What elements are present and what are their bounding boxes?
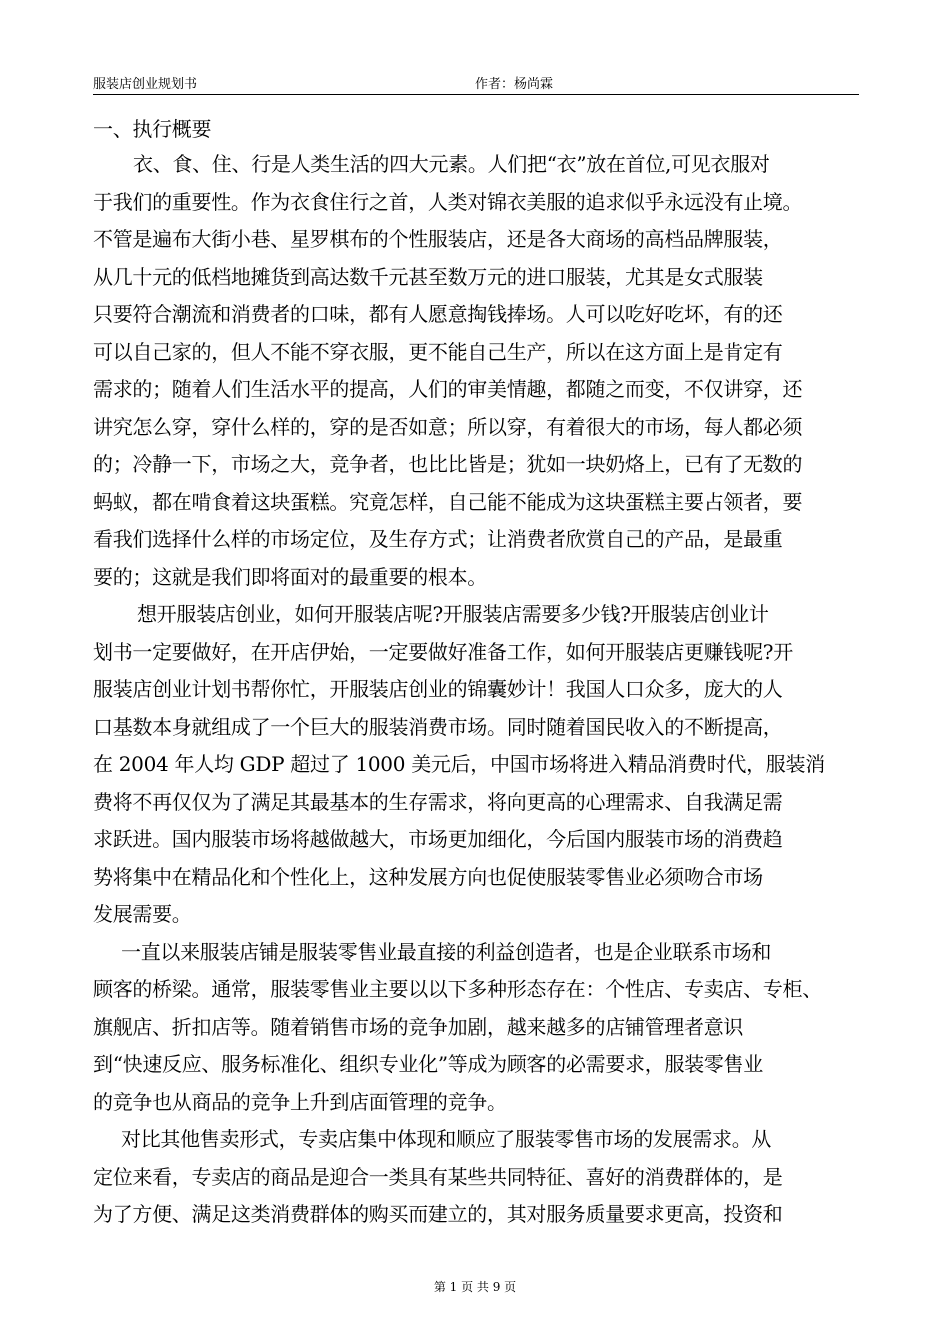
paragraph-line: 在 2004 年人均 GDP 超过了 1000 美元后，中国市场将进入精品消费时代，服装消 <box>93 752 825 776</box>
paragraph-line: 想开服装店创业，如何开服装店呢?开服装店需要多少钱?开服装店创业计 <box>137 602 769 626</box>
paragraph-line: 一直以来服装店铺是服装零售业最直接的利益创造者，也是企业联系市场和 <box>121 939 772 964</box>
paragraph-line: 费将不再仅仅为了满足其最基本的生存需求，将向更高的心理需求、自我满足需 <box>93 789 783 814</box>
paragraph-line: 划书一定要做好，在开店伊始，一定要做好准备工作，如何开服装店更赚钱呢?开 <box>93 639 793 664</box>
paragraph-line: 要的；这就是我们即将面对的最重要的根本。 <box>93 564 487 589</box>
paragraph-line: 可以自己家的，但人不能不穿衣服，更不能自己生产，所以在这方面上是肯定有 <box>93 339 783 364</box>
paragraph-line: 需求的；随着人们生活水平的提高，人们的审美情趣，都随之而变，不仅讲穿，还 <box>93 377 803 401</box>
document-body <box>93 112 873 1234</box>
paragraph-line: 讲究怎么穿，穿什么样的，穿的是否如意；所以穿，有着很大的市场，每人都必须 <box>93 414 803 439</box>
document-author: 作者：杨尚霖 <box>475 77 554 92</box>
page-footer: 第 1 页 共 9 页 <box>433 1280 517 1294</box>
paragraph-line: 到“快速反应、服务标准化、组织专业化”等成为顾客的必需要求，服装零售业 <box>93 1052 763 1076</box>
page-header <box>93 76 859 95</box>
paragraph-line: 看我们选择什么样的市场定位，及生存方式；让消费者欣赏自己的产品，是最重 <box>93 527 783 551</box>
paragraph-line: 定位来看，专卖店的商品是迎合一类具有某些共同特征、喜好的消费群体的，是 <box>93 1164 783 1189</box>
paragraph-line: 发展需要。 <box>93 902 192 926</box>
paragraph-line: 于我们的重要性。作为衣食住行之首，人类对锦衣美服的追求似乎永远没有止境。 <box>93 189 803 214</box>
paragraph-line: 只要符合潮流和消费者的口味，都有人愿意掏钱捧场。人可以吃好吃坏，有的还 <box>93 302 783 326</box>
section-heading: 一、执行概要 <box>93 117 212 141</box>
paragraph-line: 对比其他售卖形式，专卖店集中体现和顺应了服装零售市场的发展需求。从 <box>121 1127 772 1151</box>
paragraph-line: 服装店创业计划书帮你忙，开服装店创业的锦囊妙计！我国人口众多，庞大的人 <box>93 677 783 701</box>
paragraph-line: 不管是遍布大街小巷、星罗棋布的个性服装店，还是各大商场的高档品牌服装， <box>93 227 783 251</box>
paragraph-line: 从几十元的低档地摊货到高达数千元甚至数万元的进口服装，尤其是女式服装 <box>93 264 763 289</box>
paragraph-line: 旗舰店、折扣店等。随着销售市场的竞争加剧，越来越多的店铺管理者意识 <box>93 1014 744 1039</box>
paragraph-line: 的竞争也从商品的竞争上升到店面管理的竞争。 <box>93 1089 507 1114</box>
paragraph-line: 蚂蚁，都在啃食着这块蛋糕。究竟怎样，自己能不能成为这块蛋糕主要占领者，要 <box>93 489 803 514</box>
paragraph-line: 势将集中在精品化和个性化上，这种发展方向也促使服装零售业必须吻合市场 <box>93 864 763 889</box>
paragraph-line: 顾客的桥梁。通常，服装零售业主要以以下多种形态存在：个性店、专卖店、专柜、 <box>93 977 822 1001</box>
paragraph-line: 为了方便、满足这类消费群体的购买而建立的，其对服务质量要求更高，投资和 <box>93 1202 783 1226</box>
paragraph-line: 求跃进。国内服装市场将越做越大，市场更加细化，今后国内服装市场的消费趋 <box>93 827 783 851</box>
document-title: 服装店创业规划书 <box>93 77 198 92</box>
paragraph-line: 衣、食、住、行是人类生活的四大元素。人们把“衣”放在首位,可见衣服对 <box>133 152 770 176</box>
paragraph-line: 口基数本身就组成了一个巨大的服装消费市场。同时随着国民收入的不断提高， <box>93 714 783 739</box>
paragraph-line: 的；冷静一下，市场之大，竞争者，也比比皆是；犹如一块奶烙上，已有了无数的 <box>93 452 803 476</box>
